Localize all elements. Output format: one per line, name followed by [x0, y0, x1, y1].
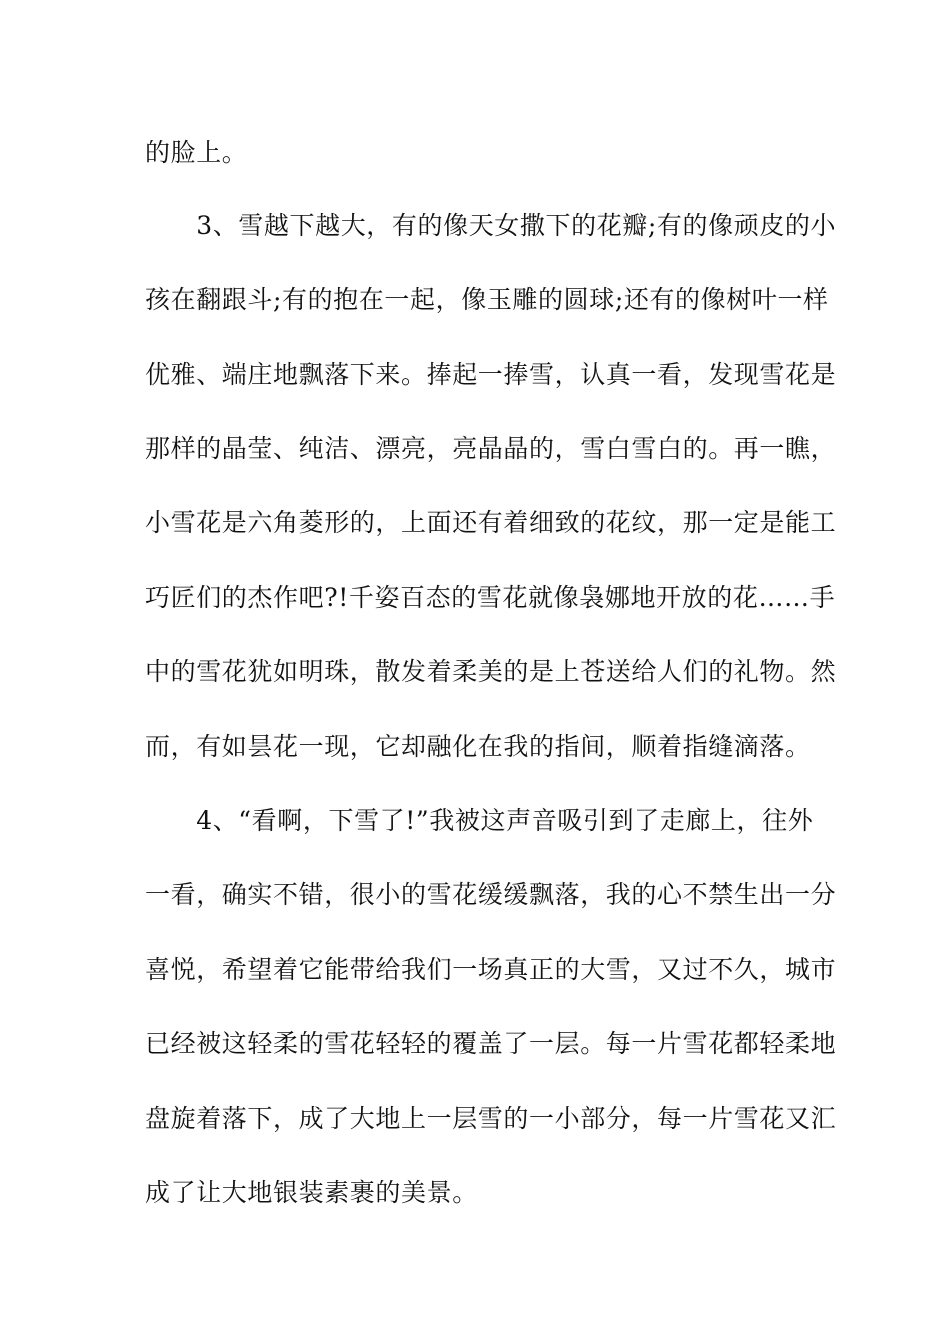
text-line: 巧匠们的杰作吧?!千姿百态的雪花就像袅娜地开放的花……手: [145, 583, 836, 612]
text-line: 成了让大地银装素裹的美景。: [145, 1178, 478, 1207]
text-line: 一看，确实不错，很小的雪花缓缓飘落，我的心不禁生出一分: [145, 880, 837, 909]
text-line: 已经被这轻柔的雪花轻轻的覆盖了一层。每一片雪花都轻柔地: [145, 1029, 837, 1058]
text-line: 盘旋着落下，成了大地上一层雪的一小部分，每一片雪花又汇: [145, 1104, 837, 1133]
text-line: 而，有如昙花一现，它却融化在我的指间，顺着指缝滴落。: [145, 732, 811, 761]
text-line: 3、雪越下越大，有的像天女撒下的花瓣;有的像顽皮的小: [145, 211, 837, 240]
text-line: 那样的晶莹、纯洁、漂亮，亮晶晶的，雪白雪白的。再一瞧，: [145, 434, 837, 463]
text-line: 孩在翻跟斗;有的抱在一起，像玉雕的圆球;还有的像树叶一样: [145, 285, 829, 314]
text-line: 小雪花是六角菱形的，上面还有着细致的花纹，那一定是能工: [145, 508, 837, 537]
text-line: 的脸上。: [145, 138, 248, 167]
text-line: 优雅、端庄地飘落下来。捧起一捧雪，认真一看，发现雪花是: [145, 360, 837, 389]
text-line: 4、“看啊，下雪了!”我被这声音吸引到了走廊上，往外: [145, 806, 814, 835]
text-line: 中的雪花犹如明珠，散发着柔美的是上苍送给人们的礼物。然: [145, 657, 837, 686]
text-line: 喜悦，希望着它能带给我们一场真正的大雪，又过不久，城市: [145, 955, 837, 984]
